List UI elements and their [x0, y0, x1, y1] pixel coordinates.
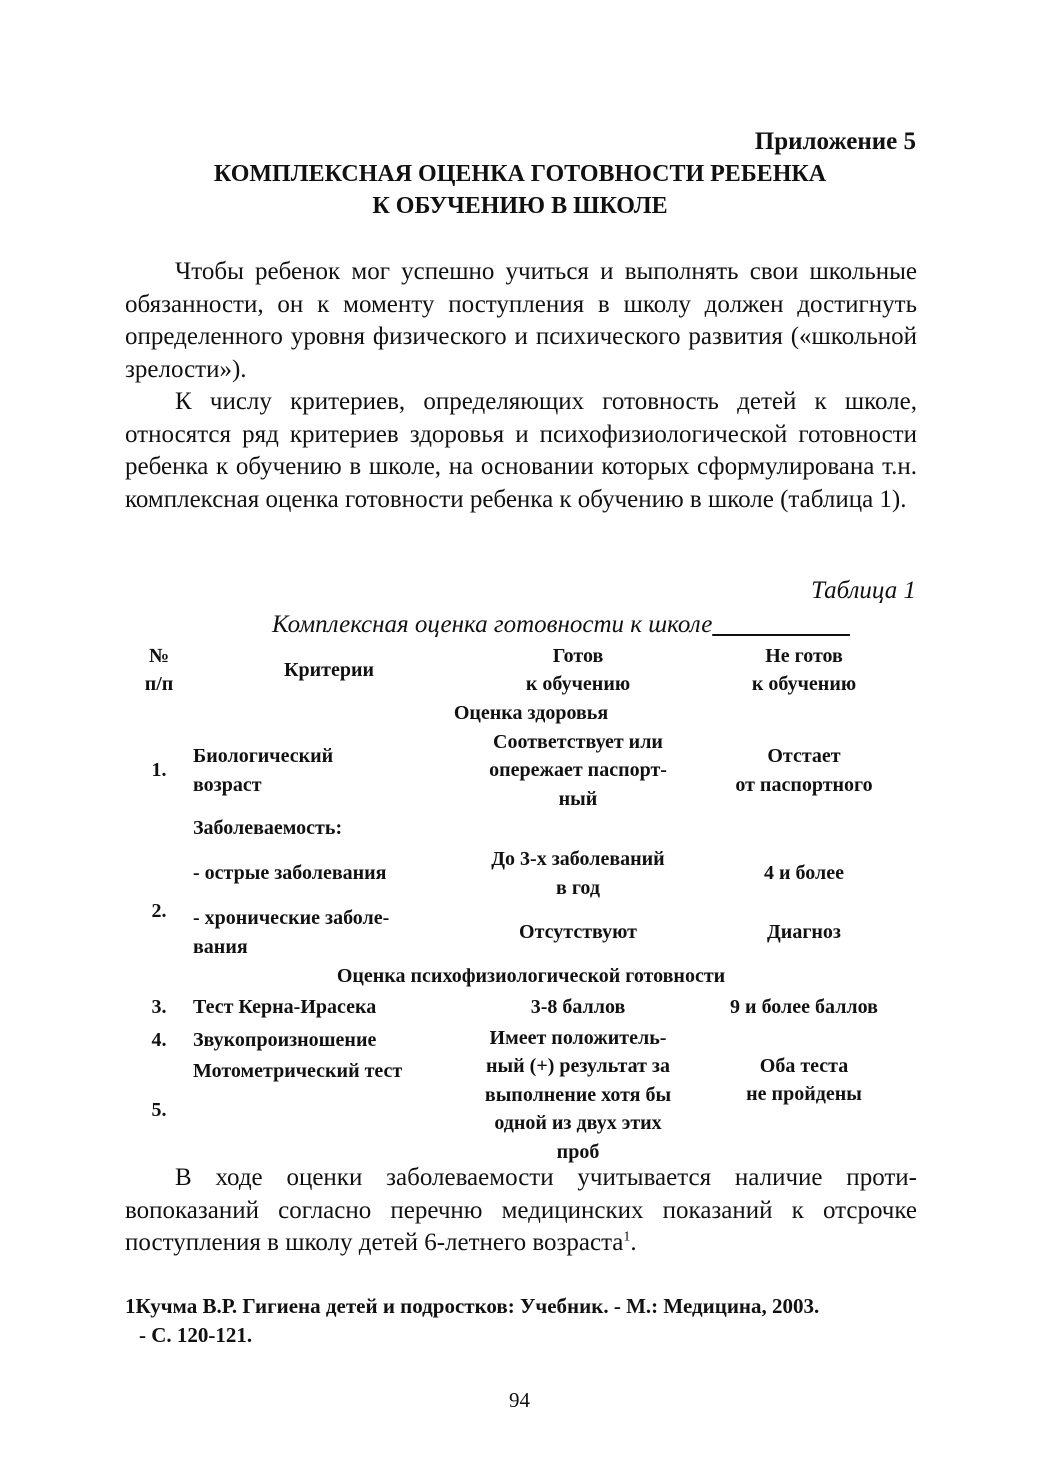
- table-row-2-heading: [125, 814, 917, 844]
- table-header-row: [125, 641, 917, 699]
- row-2-acute-label: - острые заболевания: [193, 862, 387, 885]
- header-num-line-1: №: [148, 644, 170, 667]
- table-caption-blank: ___________: [712, 611, 850, 638]
- header-criteria: Критерии: [283, 658, 375, 681]
- table-row-4-5: [125, 1024, 917, 1167]
- section-row-psycho: [125, 962, 917, 992]
- table-row-2-chronic: [125, 904, 917, 962]
- page-number: 94: [509, 1388, 530, 1412]
- header-not-ready: [691, 641, 917, 699]
- paragraph-3-text: В ходе оценки заболеваемости учитывается наличие противопоказаний согласно перечню медицинских показаний к отсрочке поступления в школу детей 6-летнего возраста: [125, 1164, 917, 1256]
- page-title: [120, 158, 920, 222]
- table-caption: [272, 609, 912, 641]
- row-2-chronic-label-line-2: вания: [193, 935, 248, 958]
- row-1-ready: [465, 728, 691, 814]
- row-4-5-num: [125, 1024, 193, 1167]
- readiness-table: [125, 641, 917, 1166]
- table-row-1: [125, 728, 917, 814]
- row-4-5-not-ready: [691, 1024, 917, 1167]
- row-1-criteria-line-2: возраст: [193, 773, 262, 796]
- table-caption-text: Комплексная оценка готовности к школе: [272, 611, 713, 638]
- row-1-ready-line-1: Соответствует или: [493, 730, 663, 753]
- row-4-5-ready-line-2: ный (+) результат за: [486, 1055, 670, 1077]
- footnote-line-1: 1Кучма В.Р. Гигиена детей и подростков: Учебник. - М.: Медицина, 2003.: [125, 1294, 820, 1318]
- header-num-line-2: п/п: [144, 673, 174, 695]
- footnote-mark: 1: [623, 1229, 631, 1245]
- paragraph-2: К числу критериев, определяющих готовность детей к школе, относятся ряд критериев здоровья и психофизиологической готовности ребенка к обучению в школе, на основании которых сформулирована т.н. комплексная оценка готовности ребенка к обучению в школе (таблица 1).: [125, 388, 917, 513]
- header-not-ready-line-1: Не готов: [765, 644, 843, 667]
- paragraph-3-end: .: [630, 1229, 637, 1256]
- row-3-criteria: Тест Керна-Ирасека: [193, 996, 377, 1019]
- row-4-5-ready: [465, 1024, 691, 1167]
- row-1-num: 1.: [151, 759, 167, 782]
- row-2-acute-ready: [465, 844, 691, 904]
- row-2-num-text: 2.: [151, 900, 167, 922]
- row-3-not-ready: 9 и более баллов: [730, 996, 878, 1019]
- row-1-ready-line-2: опережает паспорт-: [489, 759, 667, 782]
- row-4-5-ready-line-1: Имеет положитель-: [489, 1026, 667, 1049]
- row-5-criteria: Мотометрический тест: [193, 1060, 403, 1082]
- row-3-num: 3.: [151, 996, 167, 1019]
- table-row-3: [125, 992, 917, 1024]
- section-psycho: Оценка психофизиологической готовности: [336, 965, 726, 988]
- footnote: [125, 1292, 925, 1350]
- header-not-ready-line-2: к обучению: [751, 673, 857, 695]
- paragraph-1: Чтобы ребенок мог успешно учиться и выполнять свои школьные обязанности, он к моменту поступления в школу должен достигнуть определенного уровня физического и психического развития («школьной зрелости»).: [125, 258, 917, 383]
- table-row-2-acute: [125, 844, 917, 904]
- row-2-criteria-heading: Заболеваемость:: [193, 817, 343, 840]
- row-4-5-ready-line-4: одной из двух этих: [494, 1112, 662, 1134]
- row-1-ready-line-3: ный: [558, 787, 598, 810]
- row-4-5-not-ready-line-2: не пройдены: [746, 1083, 862, 1105]
- row-1-not-ready-line-1: Отстает: [767, 745, 841, 767]
- row-1-not-ready-line-2: от паспортного: [735, 773, 873, 796]
- row-4-num: 4.: [151, 1028, 167, 1051]
- row-4-5-criteria: [193, 1024, 465, 1167]
- row-5-num: 5.: [151, 1099, 167, 1121]
- header-ready-line-1: Готов: [552, 644, 604, 667]
- row-4-criteria: Звукопроизношение: [193, 1028, 377, 1051]
- paragraph-3: [125, 1162, 917, 1260]
- row-4-5-ready-line-3: выполнение хотя бы: [484, 1083, 672, 1106]
- row-2-chronic-label-line-1: - хронические заболе-: [193, 907, 390, 929]
- section-health: Оценка здоровья: [453, 702, 609, 724]
- row-1-criteria: [193, 728, 465, 814]
- row-2-acute-not-ready: 4 и более: [764, 862, 844, 885]
- row-4-5-not-ready-line-1: Оба теста: [759, 1054, 849, 1077]
- row-2-acute-ready-line-1: До 3-х заболеваний: [491, 848, 665, 870]
- section-row-health: [125, 699, 917, 728]
- row-2-chronic-label: [193, 904, 465, 962]
- row-2-chronic-not-ready: Диагноз: [767, 921, 841, 944]
- title-line-1: КОМПЛЕКСНАЯ ОЦЕНКА ГОТОВНОСТИ РЕБЕНКА: [213, 161, 827, 187]
- title-line-2: К ОБУЧЕНИЮ В ШКОЛЕ: [372, 193, 668, 219]
- row-2-num: [125, 814, 193, 962]
- header-num: [125, 641, 193, 699]
- row-1-criteria-line-1: Биологический: [193, 745, 334, 767]
- row-4-5-ready-line-5: проб: [556, 1140, 600, 1163]
- appendix-label: Приложение 5: [754, 128, 916, 155]
- row-3-ready: 3-8 баллов: [530, 996, 626, 1019]
- table-label: Таблица 1: [811, 577, 916, 604]
- row-2-chronic-ready: Отсутствуют: [519, 921, 637, 944]
- row-2-acute-ready-line-2: в год: [556, 876, 600, 899]
- header-ready-line-2: к обучению: [525, 673, 631, 695]
- row-1-not-ready: [691, 728, 917, 814]
- header-ready: [465, 641, 691, 699]
- footnote-line-2: - С. 120-121.: [139, 1323, 253, 1347]
